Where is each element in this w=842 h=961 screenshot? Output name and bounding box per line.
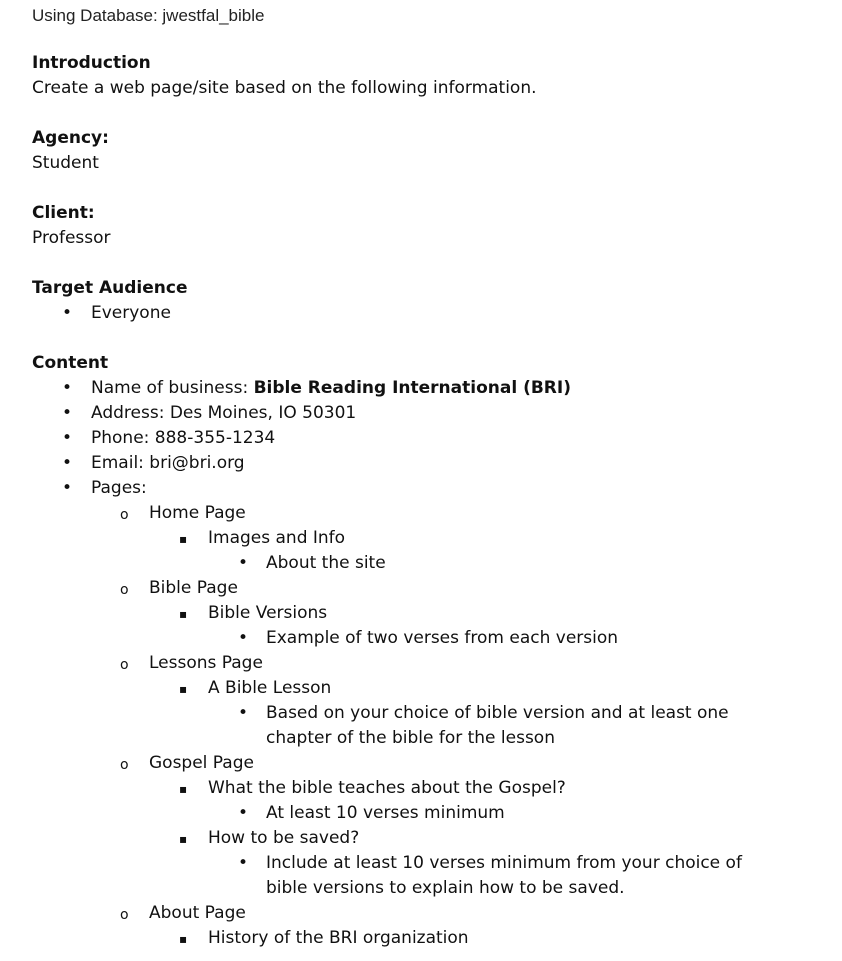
page-sub-item: How to be saved? [208,828,360,848]
page-detail-continuation: bible versions to explain how to be saved. [266,878,625,898]
bullet-icon [62,401,72,426]
bullet-icon [62,376,72,401]
phone-item: Phone: 888-355-1234 [91,428,276,448]
page-sub-item: History of the BRI organization [208,928,469,948]
bullet-icon [62,451,72,476]
page-item-bible: Bible Page [149,578,238,598]
address-item: Address: Des Moines, IO 50301 [91,403,357,423]
client-value: Professor [32,228,111,248]
page-detail-item: About the site [266,553,386,573]
page-detail-item: Example of two verses from each version [266,628,619,648]
client-heading: Client: [32,203,95,223]
square-bullet-icon [179,826,187,852]
square-bullet-icon [179,601,187,627]
audience-item: Everyone [91,303,171,323]
circle-bullet-icon [120,577,129,603]
agency-value: Student [32,153,99,173]
page-sub-item: A Bible Lesson [208,678,332,698]
circle-bullet-icon [120,752,129,778]
page-sub-item: Images and Info [208,528,346,548]
bullet-icon [238,801,248,826]
page-item-about: About Page [149,903,246,923]
page-detail-item: Include at least 10 verses minimum from your choice of [266,853,742,873]
bullet-icon [62,426,72,451]
bullet-icon [62,301,72,326]
bullet-icon [238,551,248,576]
square-bullet-icon [179,776,187,802]
target-audience-heading: Target Audience [32,278,188,298]
introduction-text: Create a web page/site based on the following information. [32,78,537,98]
bullet-icon [62,476,72,501]
page-sub-item: Bible Versions [208,603,328,623]
page-item-lessons: Lessons Page [149,653,263,673]
square-bullet-icon [179,926,187,952]
bullet-icon [238,851,248,876]
circle-bullet-icon [120,902,129,928]
circle-bullet-icon [120,502,129,528]
page-sub-item: What the bible teaches about the Gospel? [208,778,566,798]
business-label: Name of business: [91,378,254,398]
bullet-icon [238,626,248,651]
content-heading: Content [32,353,109,373]
introduction-heading: Introduction [32,53,151,73]
page-detail-item: At least 10 verses minimum [266,803,505,823]
business-name: Bible Reading International (BRI) [253,378,571,398]
email-item: Email: bri@bri.org [91,453,245,473]
circle-bullet-icon [120,652,129,678]
page-detail-continuation: chapter of the bible for the lesson [266,728,555,748]
pages-item: Pages: [91,478,147,498]
page-item-home: Home Page [149,503,246,523]
agency-heading: Agency: [32,128,109,148]
bullet-icon [238,701,248,726]
database-label: Using Database: jwestfal_bible [32,6,265,25]
page-item-gospel: Gospel Page [149,753,254,773]
business-name-item [91,376,571,401]
square-bullet-icon [179,676,187,702]
page-detail-item: Based on your choice of bible version and at least one [266,703,729,723]
square-bullet-icon [179,526,187,552]
